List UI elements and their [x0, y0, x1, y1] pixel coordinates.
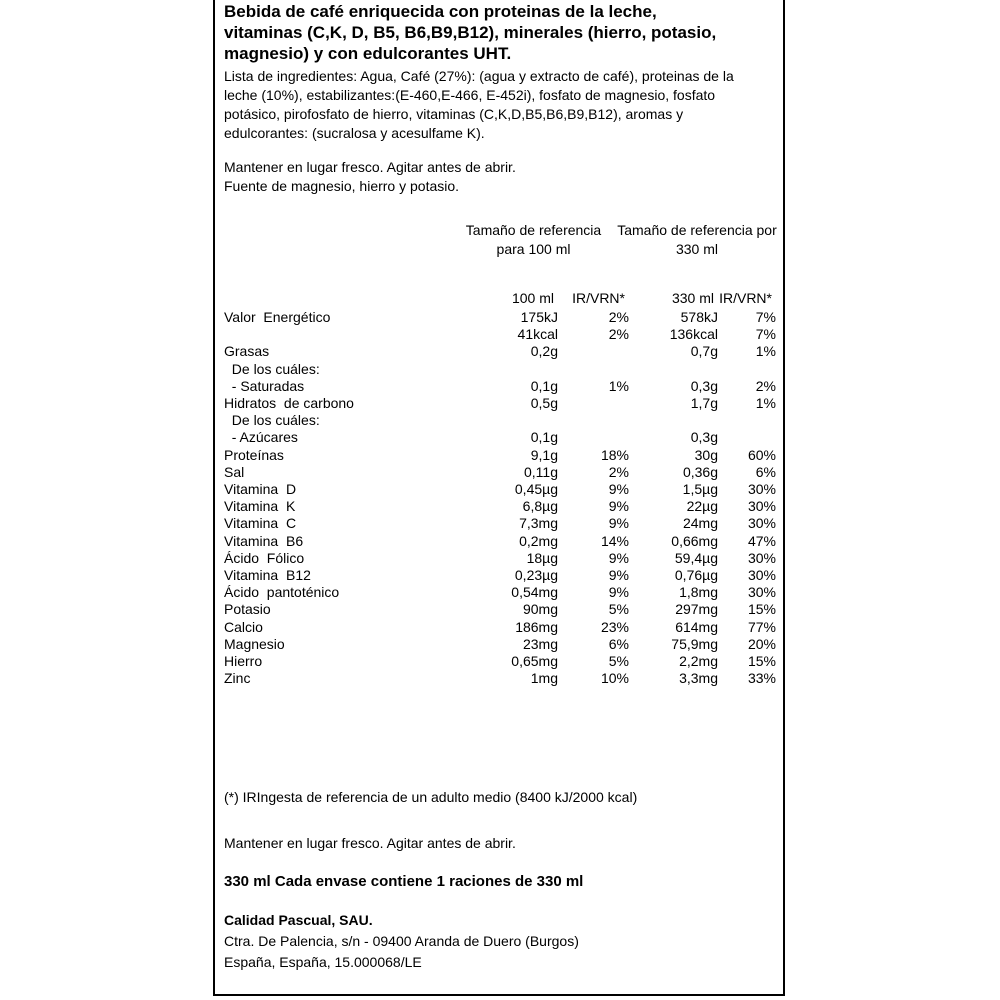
- value-330ml: 59,4µg: [674, 550, 718, 566]
- value-330ml: 0,3g: [690, 429, 718, 445]
- nutrient-name: Vitamina B12: [224, 567, 311, 583]
- table-row: [224, 343, 780, 360]
- table-row: [224, 361, 780, 378]
- ir-330ml: 7%: [755, 309, 776, 325]
- table-row: [224, 550, 780, 567]
- header-line: Tamaño de referencia por: [617, 222, 777, 238]
- value-330ml: 0,66mg: [671, 533, 718, 549]
- value-100ml: 23mg: [522, 636, 558, 652]
- nutrient-name: Proteínas: [224, 447, 284, 463]
- ir-100ml: 6%: [608, 636, 629, 652]
- ir-330ml: 30%: [747, 567, 776, 583]
- ir-100ml: 9%: [608, 584, 629, 600]
- ir-330ml: 30%: [747, 498, 776, 514]
- notes: [224, 158, 516, 196]
- header-line: Tamaño de referencia: [465, 222, 602, 238]
- nutrient-name: Hidratos de carbono: [224, 395, 354, 411]
- ir-100ml: 18%: [600, 447, 629, 463]
- ir-330ml: 15%: [747, 601, 776, 617]
- table-row: [224, 412, 780, 429]
- header-line: para 100 ml: [496, 241, 571, 257]
- ir-330ml: 77%: [747, 619, 776, 635]
- value-100ml: 0,54mg: [511, 584, 558, 600]
- value-330ml: 2,2mg: [679, 653, 718, 669]
- ir-330ml: 47%: [747, 533, 776, 549]
- value-100ml: 186mg: [515, 619, 558, 635]
- value-100ml: 0,2g: [530, 343, 558, 359]
- value-330ml: 297mg: [675, 601, 718, 617]
- ir-330ml: 20%: [747, 636, 776, 652]
- storage-text: Mantener en lugar fresco. Agitar antes de abrir.: [224, 835, 516, 851]
- nutrient-name: - Saturadas: [224, 378, 305, 394]
- header-line: 330 ml: [675, 241, 719, 257]
- footnote: [224, 788, 637, 807]
- ir-100ml: 9%: [608, 515, 629, 531]
- nutrient-name: De los cuáles:: [224, 361, 320, 377]
- nutrient-name: Zinc: [224, 670, 251, 686]
- company-info: [224, 911, 579, 972]
- value-100ml: 0,11g: [524, 464, 558, 480]
- nutrient-name: Vitamina C: [224, 515, 297, 531]
- value-330ml: 614mg: [675, 619, 718, 635]
- note-line: Fuente de magnesio, hierro y potasio.: [224, 178, 460, 194]
- value-330ml: 0,3g: [690, 378, 718, 394]
- nutrient-name: De los cuáles:: [224, 412, 320, 428]
- title-line: magnesio) y con edulcorantes UHT.: [224, 44, 512, 63]
- ir-100ml: 5%: [608, 653, 629, 669]
- table-row: [224, 636, 780, 653]
- table-row: [224, 567, 780, 584]
- value-100ml: 1mg: [530, 670, 558, 686]
- nutrient-name: Ácido pantoténico: [224, 584, 340, 600]
- table-row: [224, 584, 780, 601]
- ir-100ml: 2%: [608, 309, 629, 325]
- nutrient-name: Ácido Fólico: [224, 550, 305, 566]
- product-title: [224, 1, 784, 64]
- nutrient-name: Sal: [224, 464, 245, 480]
- ir-330ml: 7%: [755, 326, 776, 342]
- value-330ml: 1,7g: [690, 395, 718, 411]
- nutrient-name: Vitamina K: [224, 498, 296, 514]
- value-100ml: 6,8µg: [522, 498, 558, 514]
- nutrient-name: Potasio: [224, 601, 271, 617]
- ir-330ml: 15%: [747, 653, 776, 669]
- value-100ml: 90mg: [522, 601, 558, 617]
- value-330ml: 0,76µg: [674, 567, 718, 583]
- ir-100ml: 9%: [608, 481, 629, 497]
- value-100ml: 41kcal: [517, 326, 558, 342]
- company-country: España, España, 15.000068/LE: [224, 954, 422, 970]
- value-100ml: 7,3mg: [519, 515, 558, 531]
- ir-330ml: 60%: [747, 447, 776, 463]
- ir-330ml: 30%: [747, 550, 776, 566]
- title-line: vitaminas (C,K, D, B5, B6,B9,B12), minerales (hierro, potasio,: [224, 23, 717, 42]
- value-330ml: 0,7g: [690, 343, 718, 359]
- nutrient-name: - Azúcares: [224, 429, 298, 445]
- column-header-ir-100: IR/VRN*: [572, 290, 625, 306]
- value-330ml: 1,8mg: [679, 584, 718, 600]
- value-100ml: 0,65mg: [511, 653, 558, 669]
- ir-100ml: 9%: [608, 498, 629, 514]
- table-row: [224, 670, 780, 687]
- ir-100ml: 9%: [608, 567, 629, 583]
- table-row: [224, 498, 780, 515]
- ir-100ml: 14%: [600, 533, 629, 549]
- nutrient-name: Grasas: [224, 343, 270, 359]
- nutrient-name: Calcio: [224, 619, 263, 635]
- column-headers: [0, 290, 1000, 307]
- value-330ml: 30g: [694, 447, 718, 463]
- ir-330ml: 30%: [747, 481, 776, 497]
- nutrient-name: Vitamina B6: [224, 533, 304, 549]
- value-100ml: 0,5g: [530, 395, 558, 411]
- value-330ml: 1,5µg: [682, 481, 718, 497]
- ir-100ml: 5%: [608, 601, 629, 617]
- value-100ml: 0,1g: [530, 378, 558, 394]
- ingredients-line: edulcorantes: (sucralosa y acesulfame K).: [224, 125, 485, 141]
- column-header-ir-330: IR/VRN*: [719, 290, 772, 306]
- ir-330ml: 6%: [755, 464, 776, 480]
- table-row: [224, 395, 780, 412]
- table-row: [224, 601, 780, 618]
- column-header-100ml: 100 ml: [511, 290, 554, 306]
- table-row: [224, 619, 780, 636]
- nutrient-name: Valor Energético: [224, 309, 331, 325]
- company-address: Ctra. De Palencia, s/n - 09400 Aranda de Duero (Burgos): [224, 933, 579, 949]
- ir-100ml: 1%: [608, 378, 629, 394]
- ir-100ml: 9%: [608, 550, 629, 566]
- value-100ml: 0,23µg: [514, 567, 558, 583]
- column-header-330ml: 330 ml: [671, 290, 714, 306]
- serving-text: 330 ml Cada envase contiene 1 raciones de 330 ml: [224, 873, 584, 890]
- value-100ml: 18µg: [526, 550, 558, 566]
- value-330ml: 136kcal: [669, 326, 718, 342]
- serving-info: [224, 872, 583, 891]
- value-100ml: 175kJ: [520, 309, 558, 325]
- table-row: [224, 481, 780, 498]
- ir-100ml: 2%: [608, 326, 629, 342]
- value-330ml: 24mg: [682, 515, 718, 531]
- ir-330ml: 1%: [755, 395, 776, 411]
- table-row: [224, 326, 780, 343]
- table-row: [224, 515, 780, 532]
- value-100ml: 0,2mg: [519, 533, 558, 549]
- table-row: [224, 378, 780, 395]
- company-name: Calidad Pascual, SAU.: [224, 912, 373, 928]
- ingredients-line: leche (10%), estabilizantes:(E-460,E-466, E-452i), fosfato de magnesio, fosfato: [224, 87, 716, 103]
- value-330ml: 0,36g: [682, 464, 718, 480]
- ir-330ml: 2%: [755, 378, 776, 394]
- value-330ml: 3,3mg: [679, 670, 718, 686]
- note-line: Mantener en lugar fresco. Agitar antes de abrir.: [224, 159, 516, 175]
- table-row: [224, 533, 780, 550]
- ir-100ml: 23%: [600, 619, 629, 635]
- ir-100ml: 10%: [600, 670, 629, 686]
- value-330ml: 578kJ: [680, 309, 718, 325]
- value-330ml: 75,9mg: [671, 636, 718, 652]
- ir-330ml: 30%: [747, 515, 776, 531]
- table-row: [224, 447, 780, 464]
- value-100ml: 0,45µg: [514, 481, 558, 497]
- nutrient-name: Magnesio: [224, 636, 285, 652]
- table-row: [224, 464, 780, 481]
- value-330ml: 22µg: [686, 498, 718, 514]
- header-ref-100: [456, 221, 611, 259]
- ir-330ml: 33%: [747, 670, 776, 686]
- table-row: [224, 653, 780, 670]
- storage-instructions: [224, 834, 516, 853]
- ir-100ml: 2%: [608, 464, 629, 480]
- header-ref-330: [610, 221, 784, 259]
- table-row: [224, 429, 780, 446]
- value-100ml: 9,1g: [530, 447, 558, 463]
- ingredients-list: [224, 67, 734, 143]
- table-row: [224, 309, 780, 326]
- value-100ml: 0,1g: [530, 429, 558, 445]
- footnote-text: (*) IRIngesta de referencia de un adulto medio (8400 kJ/2000 kcal): [224, 789, 638, 805]
- ir-330ml: 30%: [747, 584, 776, 600]
- nutrient-name: Hierro: [224, 653, 263, 669]
- nutrient-name: Vitamina D: [224, 481, 297, 497]
- ir-330ml: 1%: [755, 343, 776, 359]
- ingredients-line: Lista de ingredientes: Agua, Café (27%): (agua y extracto de café), proteinas de la: [224, 68, 734, 84]
- ingredients-line: potásico, pirofosfato de hierro, vitaminas (C,K,D,B5,B6,B9,B12), aromas y: [224, 106, 684, 122]
- title-line: Bebida de café enriquecida con proteinas de la leche,: [224, 2, 657, 21]
